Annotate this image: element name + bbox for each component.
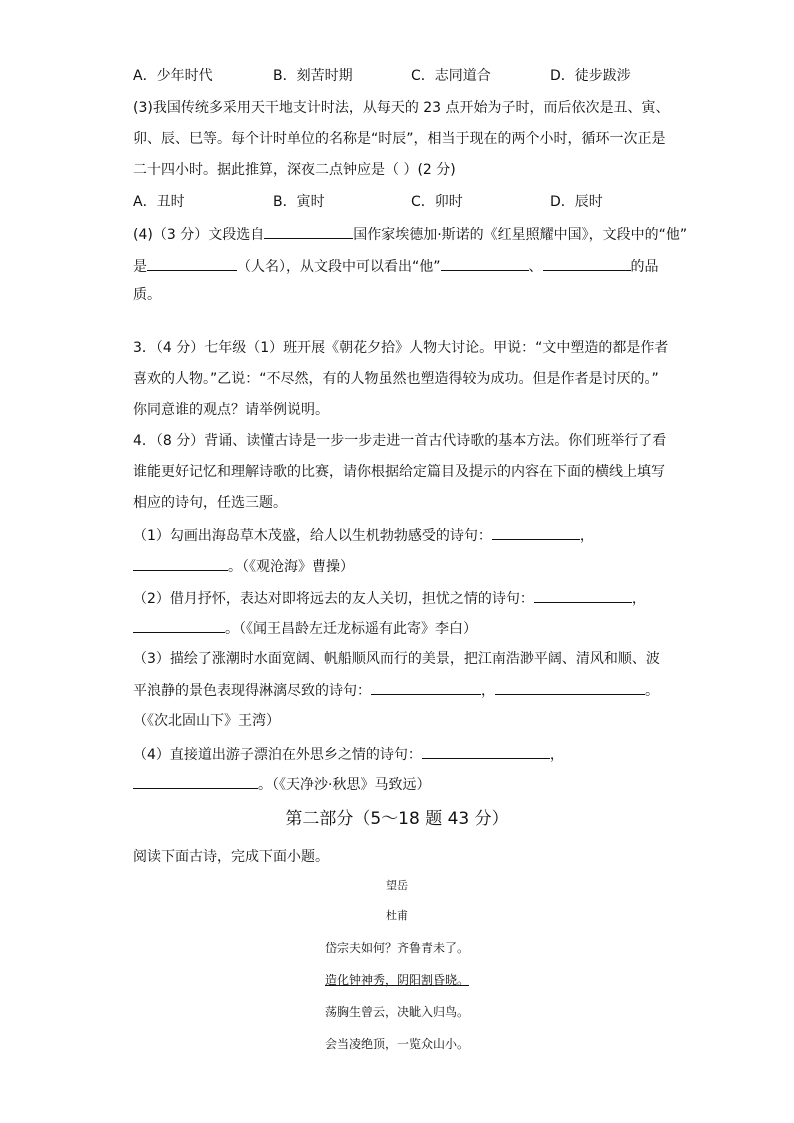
q4-line1: 4．（8 分）背诵、读懂古诗是一步一步走进一首古代诗歌的基本方法。你们班举行了看	[133, 433, 667, 449]
option-c: C．卯时	[411, 194, 463, 210]
q4-s1-line2	[133, 556, 354, 577]
q4-s3-comma: ，	[481, 683, 495, 699]
options-row-q2-3	[133, 192, 603, 212]
part2-intro: 阅读下面古诗，完成下面小题。	[133, 849, 329, 865]
q4-s2-line1	[133, 588, 646, 609]
poem-line: 岱宗夫如何？齐鲁青未了。	[324, 941, 469, 955]
q4-s3-line1: （3）描绘了涨潮时水面宽阔、帆船顺风而行的美景，把江南浩渺平阔、清风和顺、波	[133, 651, 660, 667]
q4-line3: 相应的诗句，任选三题。	[133, 495, 287, 511]
q4-s1-source: 。（《观沧海》曹操）	[228, 559, 354, 575]
option-c: C．志同道合	[411, 68, 491, 84]
q3-line3: 你同意谁的观点？请举例说明。	[133, 402, 329, 418]
q2-4-text: 国作家埃德加·斯诺的《红星照耀中国》，文段中的“他”	[353, 227, 688, 243]
q4-s4-prompt: （4）直接道出游子漂泊在外思乡之情的诗句：	[133, 747, 422, 763]
q4-s1-prompt: （1）勾画出海岛草木茂盛，给人以生机勃勃感受的诗句：	[133, 528, 492, 544]
q4-s4-line2	[133, 774, 430, 795]
answer-blank[interactable]	[133, 774, 258, 789]
poem-title: 望岳	[386, 879, 408, 892]
q2-4-line1	[133, 224, 687, 245]
option-b: B．刻苦时期	[273, 68, 353, 84]
q2-4-prefix: (4)（3 分）文段选自	[133, 227, 265, 243]
option-a: A．丑时	[133, 194, 185, 210]
answer-blank[interactable]	[495, 680, 645, 695]
q2-4-e: 、	[528, 259, 543, 275]
option-a: A．少年时代	[133, 68, 213, 84]
q4-s2-comma: ，	[631, 591, 646, 607]
option-d: D．徒步跋涉	[550, 68, 631, 84]
answer-blank[interactable]	[441, 256, 529, 271]
answer-blank[interactable]	[147, 256, 237, 271]
q3-line2: 喜欢的人物。”乙说：“不尽然，有的人物虽然也塑造得较为成功。但是作者是讨厌的。”	[133, 371, 659, 387]
answer-blank[interactable]	[264, 224, 353, 239]
options-row-q2	[133, 66, 631, 86]
q4-s3-line2	[133, 680, 659, 701]
q2-3-line2: 卯、辰、巳等。每个计时单位的名称是“时辰”，相当于现在的两个小时，循环一次正是	[133, 131, 666, 147]
q2-4-c: 是	[133, 259, 147, 275]
answer-blank[interactable]	[371, 680, 481, 695]
q2-4-line2	[133, 256, 659, 277]
q2-3-line1: (3)我国传统多采用天干地支计时法，从每天的 23 点开始为子时，而后依次是丑、寅、	[133, 100, 670, 116]
poem-line-underlined: 造化钟神秀，阴阳割昏晓。	[324, 973, 469, 987]
answer-blank[interactable]	[422, 744, 550, 759]
q4-line2: 谁能更好记忆和理解诗歌的比赛，请你根据给定篇目及提示的内容在下面的横线上填写	[133, 464, 665, 480]
q4-s1-line1	[133, 525, 594, 546]
answer-blank[interactable]	[543, 256, 631, 271]
part2-title: 第二部分（5～18 题 43 分）	[285, 809, 509, 829]
q4-s4-source: 。（《天净沙·秋思》马致远）	[258, 777, 431, 793]
q2-4-d: （人名），从文段中可以看出“他”	[237, 259, 441, 275]
q4-s3-period: 。	[645, 683, 659, 699]
option-d: D．辰时	[550, 194, 603, 210]
answer-blank[interactable]	[534, 588, 632, 603]
q2-4-f: 的品	[630, 259, 659, 275]
q4-s1-comma: ，	[579, 528, 594, 544]
q3-line1: 3．（4 分）七年级（1）班开展《朝花夕拾》人物大讨论。甲说：“文中塑造的都是作者	[133, 340, 669, 356]
poem-line: 荡胸生曾云，决眦入归鸟。	[324, 1005, 469, 1019]
q4-s2-line2	[133, 618, 477, 639]
q4-s2-prompt: （2）借月抒怀，表达对即将远去的友人关切，担忧之情的诗句：	[133, 591, 534, 607]
q2-4-line3: 质。	[133, 287, 161, 303]
q4-s4-comma: ，	[549, 747, 564, 763]
answer-blank[interactable]	[133, 556, 228, 571]
q4-s3-line3: （《次北固山下》王湾）	[133, 713, 280, 729]
option-b: B．寅时	[273, 194, 325, 210]
q2-3-line3: 二十四小时。据此推算，深夜二点钟应是（ ）(2 分)	[133, 162, 456, 178]
answer-blank[interactable]	[492, 525, 580, 540]
q4-s2-source: 。（《闻王昌龄左迁龙标遥有此寄》李白）	[225, 621, 477, 637]
poem-author: 杜甫	[386, 909, 408, 922]
answer-blank[interactable]	[133, 618, 225, 633]
poem-line: 会当凌绝顶，一览众山小。	[324, 1037, 469, 1051]
q4-s3-prompt: 平浪静的景色表现得淋漓尽致的诗句：	[133, 683, 371, 699]
q4-s4-line1	[133, 744, 564, 765]
